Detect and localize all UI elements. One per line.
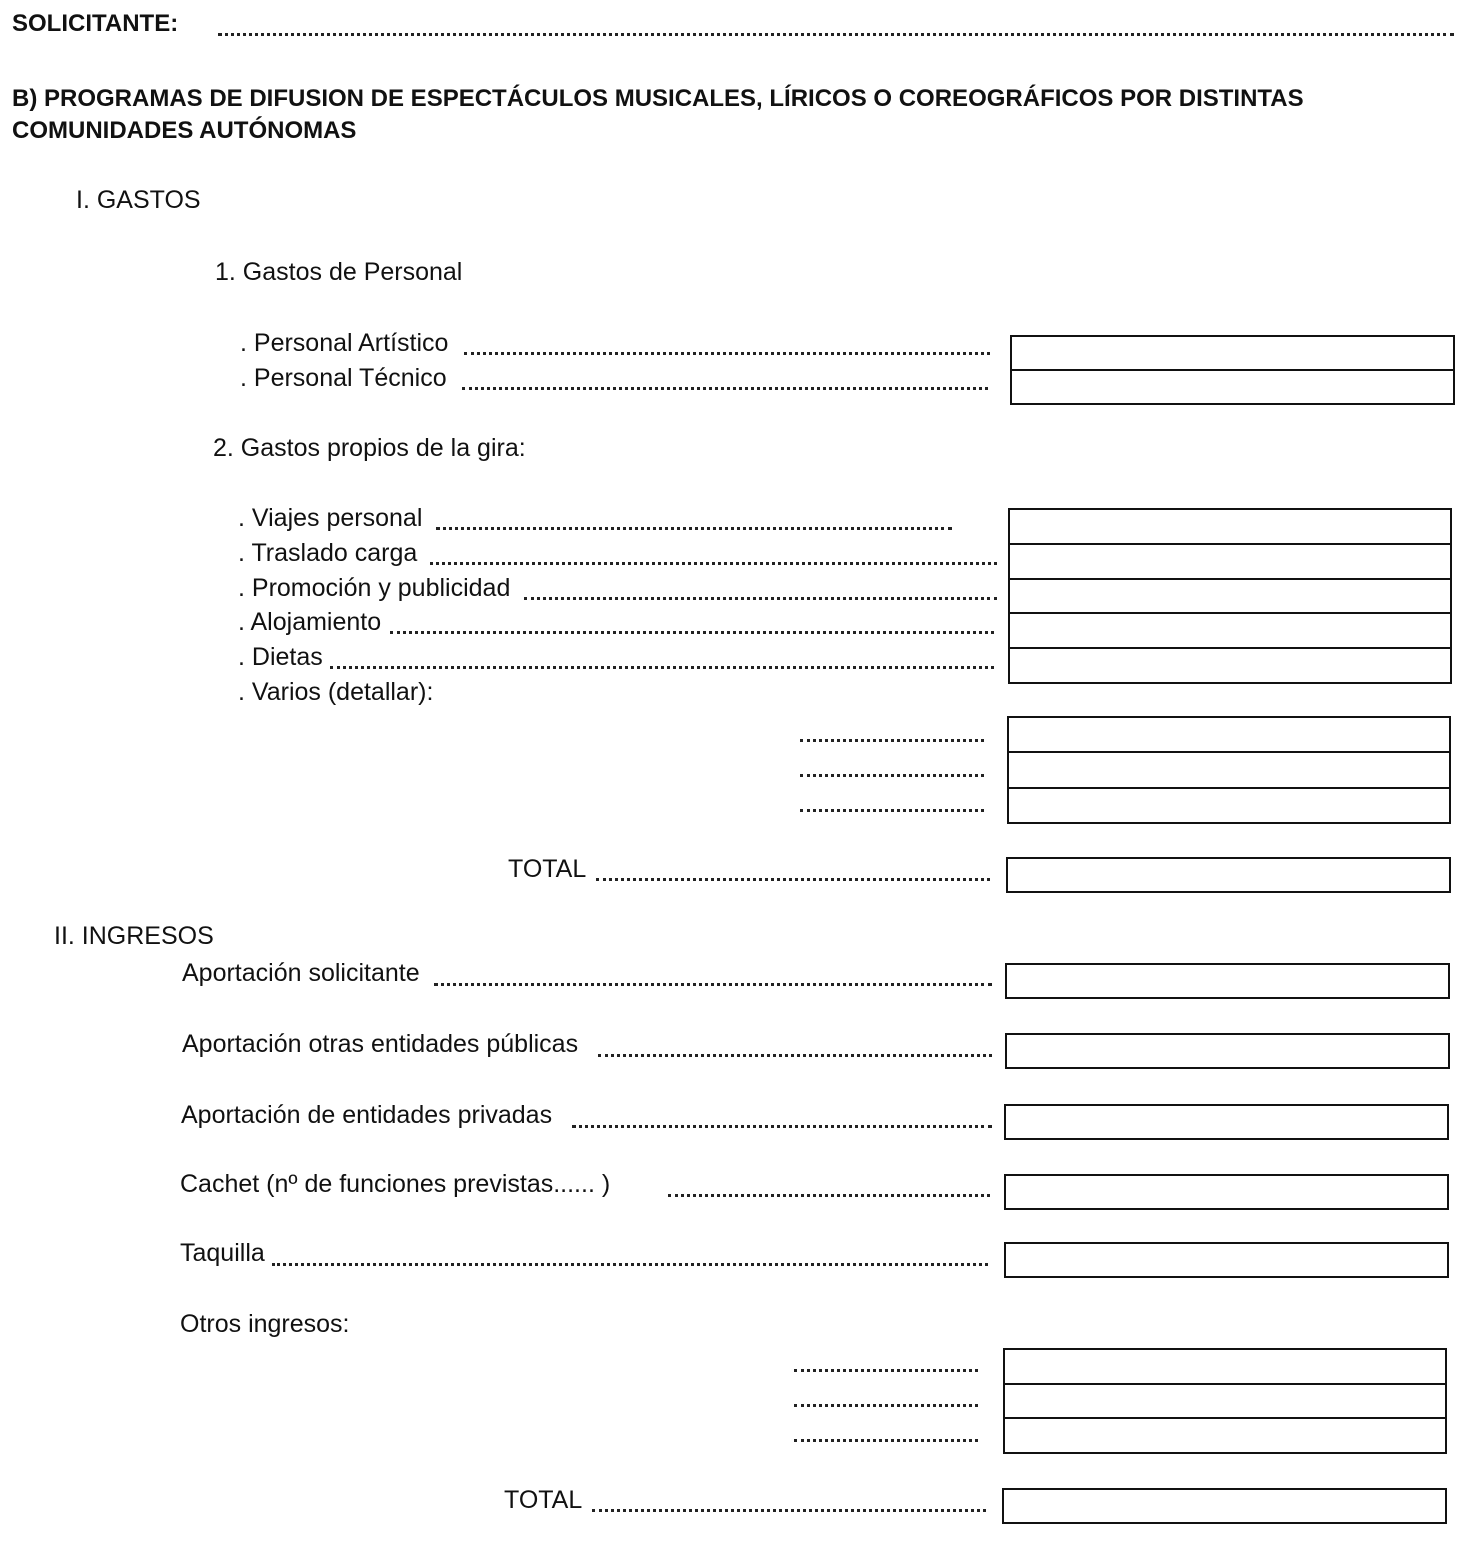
leader-dots [668,1194,990,1197]
varios-detail-1-amount[interactable] [1009,718,1449,753]
alojamiento-label: . Alojamiento [238,608,382,636]
otros-ingresos-label: Otros ingresos: [180,1310,350,1338]
personal-tecnico-label: . Personal Técnico [240,364,447,392]
leader-dots [434,983,992,986]
ingresos-total-label: TOTAL [504,1486,583,1514]
leader-dots [330,666,994,669]
varios-detail-2-field[interactable] [800,774,984,777]
leader-dots [464,352,990,355]
leader-dots [596,878,990,881]
personal-amount-boxes [1010,335,1455,405]
leader-dots [524,597,997,600]
section-title-line1: B) PROGRAMAS DE DIFUSION DE ESPECTÁCULOS MUSICALES, LÍRICOS O COREOGRÁFICOS POR DISTINTAS [12,85,1304,112]
taquilla-label: Taquilla [180,1239,265,1267]
ingresos-heading: II. INGRESOS [54,922,214,950]
varios-detail-3-field[interactable] [800,809,984,812]
aportacion-publicas-amount[interactable] [1005,1033,1450,1069]
traslado-carga-label: . Traslado carga [238,539,418,567]
otros-detail-2-field[interactable] [794,1404,978,1407]
aportacion-publicas-label: Aportación otras entidades públicas [182,1030,579,1058]
varios-detail-3-amount[interactable] [1009,789,1449,822]
solicitante-field[interactable] [218,33,1454,36]
alojamiento-amount[interactable] [1010,614,1450,649]
promocion-publicidad-amount[interactable] [1010,580,1450,615]
personal-artistico-amount[interactable] [1012,337,1453,371]
otros-amount-boxes [1003,1348,1447,1454]
personal-artistico-label: . Personal Artístico [240,329,449,357]
gastos-personal-heading: 1. Gastos de Personal [215,258,463,286]
personal-tecnico-amount[interactable] [1012,371,1453,403]
aportacion-solicitante-label: Aportación solicitante [182,959,420,987]
otros-detail-1-field[interactable] [794,1369,978,1372]
gastos-gira-heading: 2. Gastos propios de la gira: [213,434,526,462]
cachet-amount[interactable] [1004,1174,1449,1210]
otros-detail-2-amount[interactable] [1005,1385,1445,1420]
aportacion-privadas-label: Aportación de entidades privadas [181,1101,553,1129]
cachet-label: Cachet (nº de funciones previstas...... ) [180,1170,611,1198]
leader-dots [572,1125,992,1128]
gastos-heading: I. GASTOS [76,186,201,214]
varios-detail-1-field[interactable] [800,739,984,742]
leader-dots [592,1509,986,1512]
viajes-personal-amount[interactable] [1010,510,1450,545]
viajes-personal-label: . Viajes personal [238,504,423,532]
taquilla-amount[interactable] [1004,1242,1449,1278]
leader-dots [272,1263,988,1266]
varios-label: . Varios (detallar): [238,678,434,706]
otros-detail-3-amount[interactable] [1005,1419,1445,1452]
gira-amount-boxes [1008,508,1452,684]
traslado-carga-amount[interactable] [1010,545,1450,580]
dietas-label: . Dietas [238,643,323,671]
otros-detail-3-field[interactable] [794,1439,978,1442]
leader-dots [598,1054,992,1057]
aportacion-solicitante-amount[interactable] [1005,963,1450,999]
otros-detail-1-amount[interactable] [1005,1350,1445,1385]
varios-detail-2-amount[interactable] [1009,753,1449,788]
ingresos-total-amount[interactable] [1002,1488,1447,1524]
promocion-publicidad-label: . Promoción y publicidad [238,574,511,602]
varios-amount-boxes [1007,716,1451,824]
leader-dots [390,631,994,634]
leader-dots [436,527,952,530]
aportacion-privadas-amount[interactable] [1004,1104,1449,1140]
gastos-total-amount[interactable] [1006,857,1451,893]
gastos-total-label: TOTAL [508,855,587,883]
dietas-amount[interactable] [1010,649,1450,682]
leader-dots [430,562,997,565]
leader-dots [462,387,988,390]
section-title-line2: COMUNIDADES AUTÓNOMAS [12,117,357,144]
solicitante-label: SOLICITANTE: [12,10,179,37]
